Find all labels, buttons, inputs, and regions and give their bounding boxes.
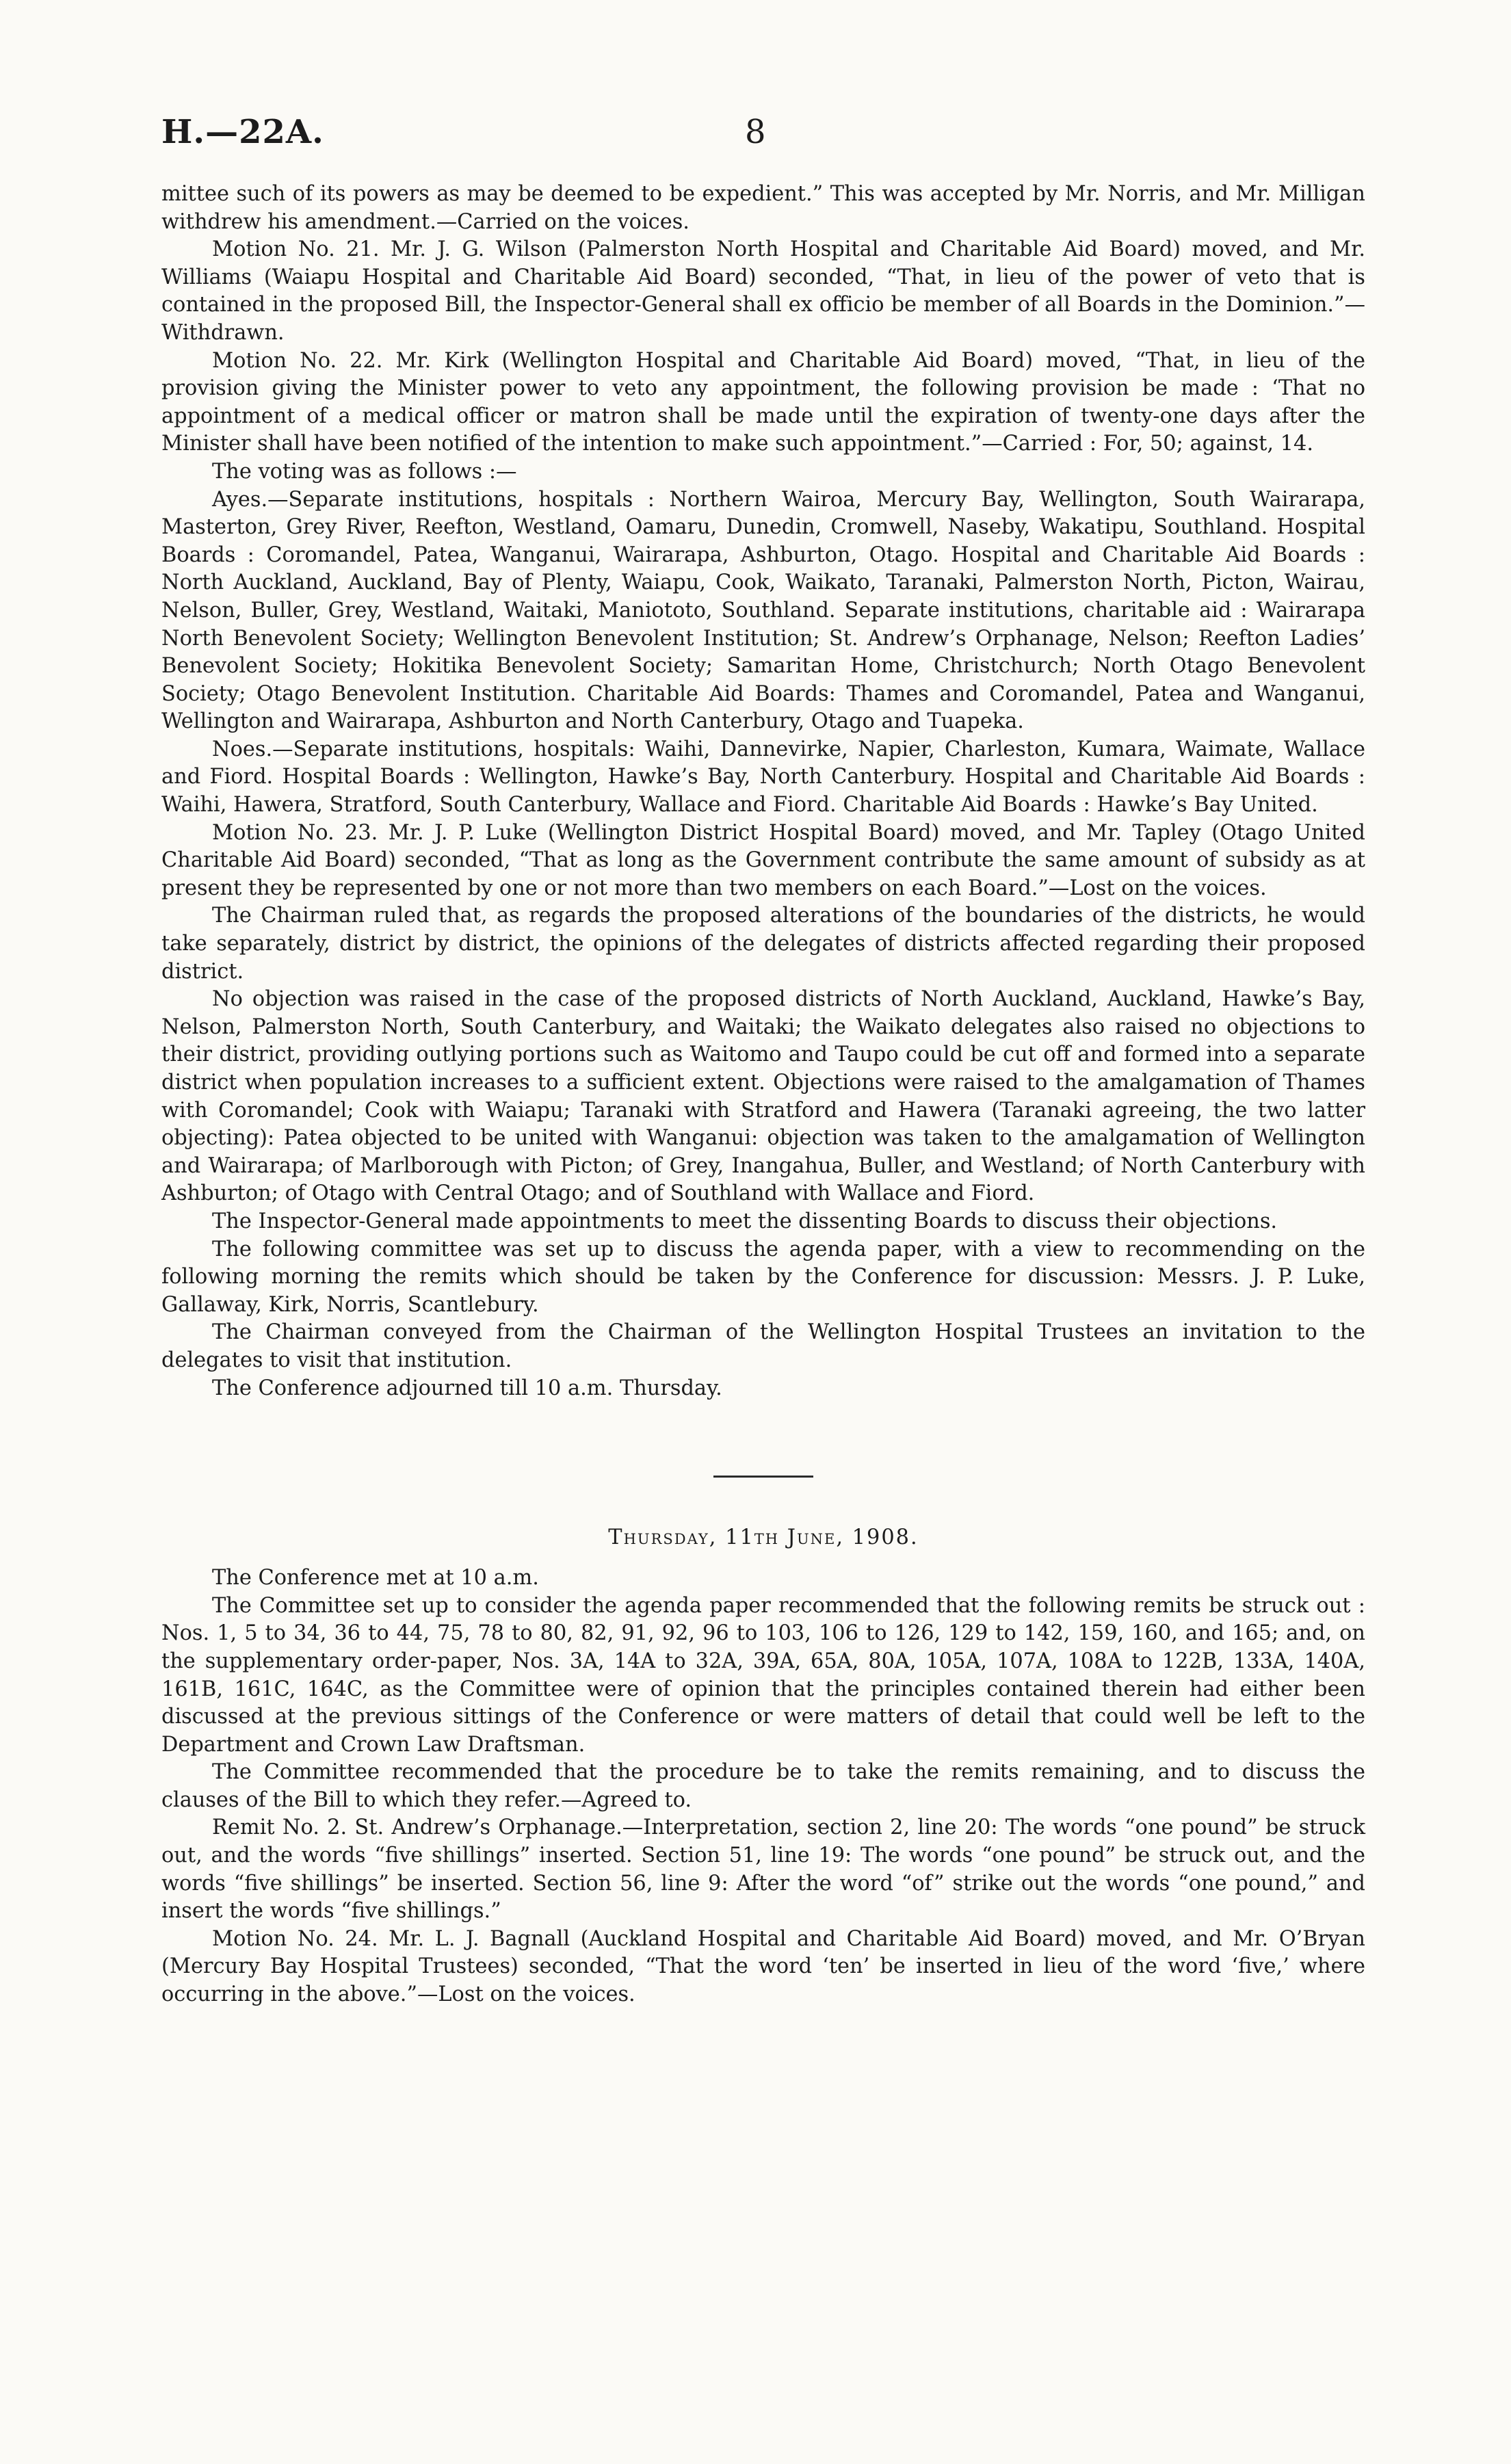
paragraph: Motion No. 21. Mr. J. G. Wilson (Palmerston North Hospital and Charitable Aid Board) moved, and Mr. Williams (Waiapu Hospital and Charitable Aid Board) seconded, “That, in lieu of the power of veto that is contained in the proposed Bill, the Inspector-General shall ex officio be member of all Boards in the Dominion.”—Withdrawn.: [161, 237, 1365, 345]
paragraph: No objection was raised in the case of the proposed districts of North Auckland, Auckland, Hawke’s Bay, Nelson, Palmerston North, South Canterbury, and Waitaki; the Waikato delegates also raised no objections to their district, providing outlying portions such as Waitomo and Taupo could be cut off and formed into a separate district when population increases to a sufficient extent. Objections were raised to the amalgamation of Thames with Coromandel; Cook with Waiapu; Taranaki with Stratford and Hawera (Taranaki agreeing, the two latter objecting): Patea objected to be united with Wanganui: objection was taken to the amalgamation of Wellington and Wairarapa; of Marlborough with Picton; of Grey, Inangahua, Buller, and Westland; of North Canterbury with Ashburton; of Otago with Central Otago; and of Southland with Wallace and Fiord.: [161, 987, 1365, 1206]
page-header: [161, 113, 1365, 154]
paragraph: Remit No. 2. St. Andrew’s Orphanage.—Interpretation, section 2, line 20: The words “one pound” be struck out, and the words “five shillings” inserted. Section 51, line 19: The words “one pound” be struck out, and the words “five shillings” be inserted. Section 56, line 9: After the word “of” strike out the words “one pound,” and insert the words “five shillings.”: [161, 1816, 1365, 1924]
paragraph: The Conference met at 10 a.m.: [212, 1566, 539, 1590]
section-heading: Thursday, 11th June, 1908.: [608, 1525, 919, 1550]
paragraph: Motion No. 24. Mr. L. J. Bagnall (Auckland Hospital and Charitable Aid Board) moved, and Mr. O’Bryan (Mercury Bay Hospital Trustees) seconded, “That the word ‘ten’ be inserted in lieu of the word ‘five,’ where occurring in the above.”—Lost on the voices.: [161, 1926, 1365, 2007]
paragraph: The following committee was set up to discuss the agenda paper, with a view to recommending on the following morning the remits which should be taken by the Conference for discussion: Messrs. J. P. Luke, Gallaway, Kirk, Norris, Scantlebury.: [161, 1237, 1365, 1317]
paragraph: The Chairman ruled that, as regards the proposed alterations of the boundaries of the districts, he would take separately, district by district, the opinions of the delegates of districts affected regarding their proposed district.: [161, 904, 1365, 984]
section-divider: [713, 1476, 813, 1478]
paragraph: mittee such of its powers as may be deemed to be expedient.” This was accepted by Mr. Norris, and Mr. Milligan withdrew his amendment.—Carried on the voices.: [161, 182, 1365, 234]
paragraph: The voting was as follows :—: [212, 459, 517, 484]
paragraph: The Chairman conveyed from the Chairman of the Wellington Hospital Trustees an invitation to the delegates to visit that institution.: [161, 1320, 1365, 1372]
page-number: 8: [745, 113, 766, 151]
paragraph: The Committee recommended that the procedure be to take the remits remaining, and to discuss the clauses of the Bill to which they refer.—Agreed to.: [161, 1760, 1365, 1812]
paragraph: Motion No. 23. Mr. J. P. Luke (Wellington District Hospital Board) moved, and Mr. Tapley (Otago United Charitable Aid Board) seconded, “That as long as the Government contribute the same amount of subsidy as at present they be represented by one or not more than two members on each Board.”—Lost on the voices.: [161, 820, 1365, 900]
body-text: [161, 181, 1365, 2009]
paragraph: The Inspector-General made appointments to meet the dissenting Boards to discuss their objections.: [212, 1209, 1278, 1233]
paragraph: The Conference adjourned till 10 a.m. Thursday.: [212, 1376, 722, 1400]
paragraph-noes: Noes.—Separate institutions, hospitals: Waihi, Dannevirke, Napier, Charleston, Kumara, Waimate, Wallace and Fiord. Hospital Boards : Wellington, Hawke’s Bay, North Canterbury. Hospital and Charitable Aid Boards : Waihi, Hawera, Stratford, South Canterbury, Wallace and Fiord. Charitable Aid Boards : Hawke’s Bay United.: [161, 737, 1365, 817]
document-reference: H.—22A.: [161, 113, 324, 151]
paragraph: The Committee set up to consider the agenda paper recommended that the following remits be struck out : Nos. 1, 5 to 34, 36 to 44, 75, 78 to 80, 82, 91, 92, 96 to 103, 106 to 126, 129 to 142, 159, 160, and 165; and, on the supplementary order-paper, Nos. 3A, 14A to 32A, 39A, 65A, 80A, 105A, 107A, 108A to 122B, 133A, 140A, 161B, 161C, 164C, as the Committee were of opinion that the principles contained therein had either been discussed at the previous sittings of the Conference or were matters of detail that could well be left to the Department and Crown Law Draftsman.: [161, 1593, 1365, 1757]
paragraph-ayes: Ayes.—Separate institutions, hospitals : Northern Wairoa, Mercury Bay, Wellington, South Wairarapa, Masterton, Grey River, Reefton, Westland, Oamaru, Dunedin, Cromwell, Naseby, Wakatipu, Southland. Hospital Boards : Coromandel, Patea, Wanganui, Wairarapa, Ashburton, Otago. Hospital and Charitable Aid Boards : North Auckland, Auckland, Bay of Plenty, Waiapu, Cook, Waikato, Taranaki, Palmerston North, Picton, Wairau, Nelson, Buller, Grey, Westland, Waitaki, Maniototo, Southland. Separate institutions, charitable aid : Wairarapa North Benevolent Society; Wellington Benevolent Institution; St. Andrew’s Orphanage, Nelson; Reefton Ladies’ Benevolent Society; Hokitika Benevolent Society; Samaritan Home, Christchurch; North Otago Benevolent Society; Otago Benevolent Institution. Charitable Aid Boards: Thames and Coromandel, Patea and Wanganui, Wellington and Wairarapa, Ashburton and North Canterbury, Otago and Tuapeka.: [161, 487, 1365, 734]
paragraph: Motion No. 22. Mr. Kirk (Wellington Hospital and Charitable Aid Board) moved, “That, in lieu of the provision giving the Minister power to veto any appointment, the following provision be made : ‘That no appointment of a medical officer or matron shall be made until the expiration of twenty-one days after the Minister shall have been notified of the intention to make such appointment.”—Carried : For, 50; against, 14.: [161, 348, 1365, 456]
